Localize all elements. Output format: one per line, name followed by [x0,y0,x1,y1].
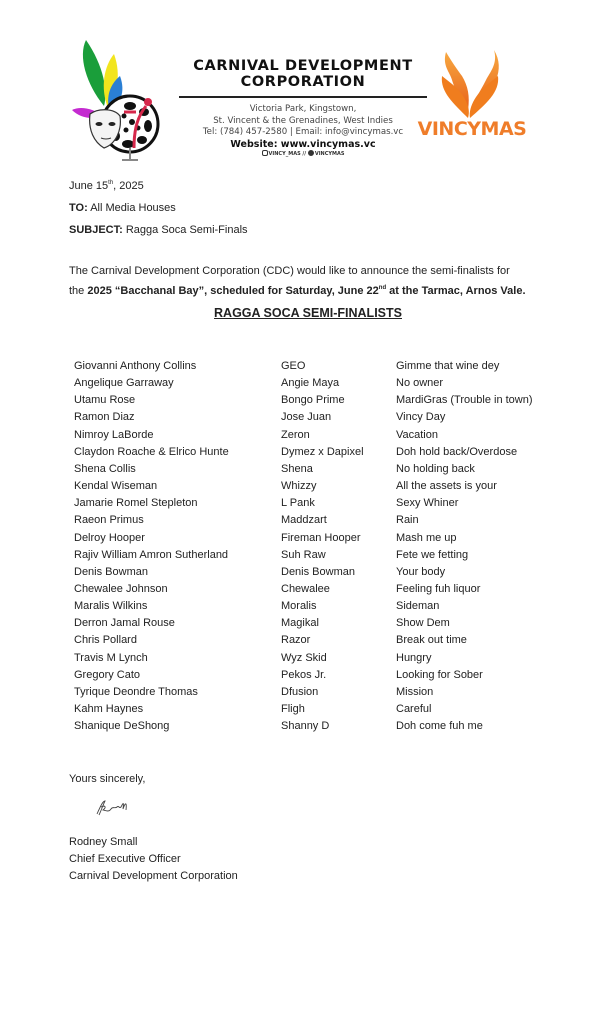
finalist-row [0,581,616,598]
finalist-song: No holding back [396,462,475,475]
event-date-suffix: nd [378,285,387,291]
address-line2: St. Vincent & the Grenadines, West Indies [213,115,393,126]
finalist-stage-name: L Pank [281,497,315,510]
signer-name: Rodney Small [69,836,138,848]
finalist-name: Rajiv William Amron Sutherland [74,548,229,561]
finalist-name: Giovanni Anthony Collins [74,360,197,372]
finalist-row [0,650,616,667]
finalist-song: Your body [396,565,446,578]
finalist-stage-name: Zeron [281,428,310,441]
letter-date [69,176,144,193]
finalist-row [0,547,616,564]
finalist-song: Careful [396,703,432,715]
finalist-row [0,461,616,478]
finalist-stage-name: Whizzy [281,480,317,493]
finalist-song: Gimme that wine dey [396,360,500,372]
finalist-row [0,427,616,444]
finalist-song: MardiGras (Trouble in town) [396,394,533,407]
finalist-row [0,478,616,495]
instagram-icon [262,150,268,156]
address-line1: Victoria Park, Kingstown, [249,104,357,114]
finalist-stage-name: Denis Bowman [281,565,355,578]
finalist-stage-name: Dfusion [281,685,319,698]
finalist-song: Sideman [396,600,440,613]
finalist-stage-name: Wyz Skid [281,651,327,664]
finalist-name: Travis M Lynch [74,651,148,664]
finalist-row [0,375,616,392]
finalist-row [0,632,616,649]
signature-scribble-icon [93,797,133,817]
facebook-icon [308,150,314,156]
event-details-b: at the Tarmac, Arnos Vale. [386,285,526,297]
to-line [69,201,176,215]
website-line: Website: www.vincymas.vc [230,138,376,150]
finalist-song: Feeling fuh liquor [396,582,481,595]
finalist-stage-name: Magikal [281,617,319,630]
signature [93,797,133,817]
finalist-row [0,667,616,684]
contact-line: Tel: (784) 457-2580 | Email: info@vincymas.vc [202,127,404,137]
finalist-name: Kahm Haynes [74,703,144,715]
finalist-name: Kendal Wiseman [74,480,158,493]
finalist-row [0,615,616,632]
list-title: RAGGA SOCA SEMI-FINALISTS [214,306,402,320]
finalist-name: Maralis Wilkins [74,600,148,613]
salutation: Yours sincerely, [69,773,146,785]
intro-the: the [69,285,88,297]
finalist-name: Nimroy LaBorde [74,428,154,441]
finalist-row [0,564,616,581]
letterhead [178,58,428,158]
finalist-song: Hungry [396,651,432,664]
cdc-logo [68,36,172,164]
signer-org: Carnival Development Corporation [69,870,238,882]
intro-line2 [69,280,609,300]
finalist-stage-name: Angie Maya [281,377,340,390]
facebook-handle: VINCYMAS [314,150,345,157]
finalist-name: Chris Pollard [74,634,137,647]
finalist-name: Angelique Garraway [74,377,174,390]
finalist-row [0,512,616,529]
finalist-stage-name: Suh Raw [281,548,326,561]
finalist-row [0,392,616,409]
finalist-stage-name: Pekos Jr. [281,668,327,681]
finalist-song: Show Dem [396,617,450,630]
event-details-a: 2025 “Bacchanal Bay”, scheduled for Saturday, June 22 [87,285,379,297]
finalist-name: Denis Bowman [74,565,148,578]
finalist-song: Fete we fetting [396,548,469,561]
finalist-name: Utamu Rose [74,394,136,407]
finalist-stage-name: Chewalee [281,582,330,595]
finalist-row [0,701,616,718]
finalist-stage-name: Razor [281,634,311,647]
subject-line [69,223,248,237]
finalist-row [0,598,616,615]
finalist-song: Vacation [396,428,438,441]
finalist-stage-name: Shena [281,462,313,475]
finalist-stage-name: Shanny D [281,720,330,733]
event-details [87,285,525,297]
finalist-name: Derron Jamal Rouse [74,617,175,630]
finalist-name: Tyrique Deondre Thomas [74,685,198,698]
finalist-name: Chewalee Johnson [74,582,168,595]
date-suffix: th [108,180,114,186]
finalist-song: Looking for Sober [396,668,483,681]
finalist-row [0,358,616,375]
finalist-song: All the assets is your [396,480,497,493]
to-value: All Media Houses [87,202,176,214]
finalist-song: Doh come fuh me [396,720,483,733]
finalist-stage-name: GEO [281,360,306,372]
social-separator: // [302,150,307,157]
finalist-row [0,684,616,701]
finalist-stage-name: Jose Juan [281,411,332,424]
finalist-name: Raeon Primus [74,514,144,527]
instagram-handle: VINCY_MAS [268,150,301,157]
finalist-song: No owner [396,377,444,390]
finalist-name: Shena Collis [74,462,136,475]
intro-line1: The Carnival Development Corporation (CDC) would like to announce the semi-finalists for [69,265,510,277]
finalist-stage-name: Moralis [281,600,317,613]
finalist-song: Doh hold back/Overdose [396,445,518,458]
org-name-line2: CORPORATION [240,74,366,90]
finalist-song: Rain [396,514,419,527]
finalist-name: Jamarie Romel Stepleton [74,497,198,510]
to-label: TO: [69,202,88,214]
finalist-song: Break out time [396,634,467,647]
social-line [178,150,428,158]
intro-paragraph [69,263,609,300]
finalist-stage-name: Fireman Hooper [281,531,361,544]
finalist-stage-name: Fligh [281,703,305,715]
finalist-song: Mash me up [396,531,457,544]
finalist-row [0,530,616,547]
finalist-stage-name: Bongo Prime [281,394,345,407]
finalist-name: Delroy Hooper [74,531,145,544]
finalist-row [0,718,616,735]
subject-label: SUBJECT: [69,224,123,236]
header-divider [179,96,427,98]
finalist-name: Ramon Diaz [74,411,135,424]
finalist-stage-name: Dymez x Dapixel [281,445,364,458]
signer-title: Chief Executive Officer [69,853,181,865]
finalist-song: Sexy Whiner [396,497,459,510]
finalist-song: Vincy Day [396,411,446,424]
finalist-stage-name: Maddzart [281,514,327,527]
finalist-row [0,409,616,426]
finalist-name: Claydon Roache & Elrico Hunte [74,445,229,458]
subject-value: Ragga Soca Semi-Finals [122,224,248,236]
finalist-name: Shanique DeShong [74,720,170,733]
cdc-mask-feather-icon [68,36,172,164]
date-year: , 2025 [113,180,144,192]
date-day: June 15 [69,180,109,192]
org-name-line1: CARNIVAL DEVELOPMENT [193,58,413,74]
finalist-song: Mission [396,685,434,698]
finalist-name: Gregory Cato [74,668,141,681]
vincymas-wordmark: VINCYMAS [417,118,527,140]
finalist-row [0,444,616,461]
vincymas-logo [412,46,530,152]
finalist-row [0,495,616,512]
